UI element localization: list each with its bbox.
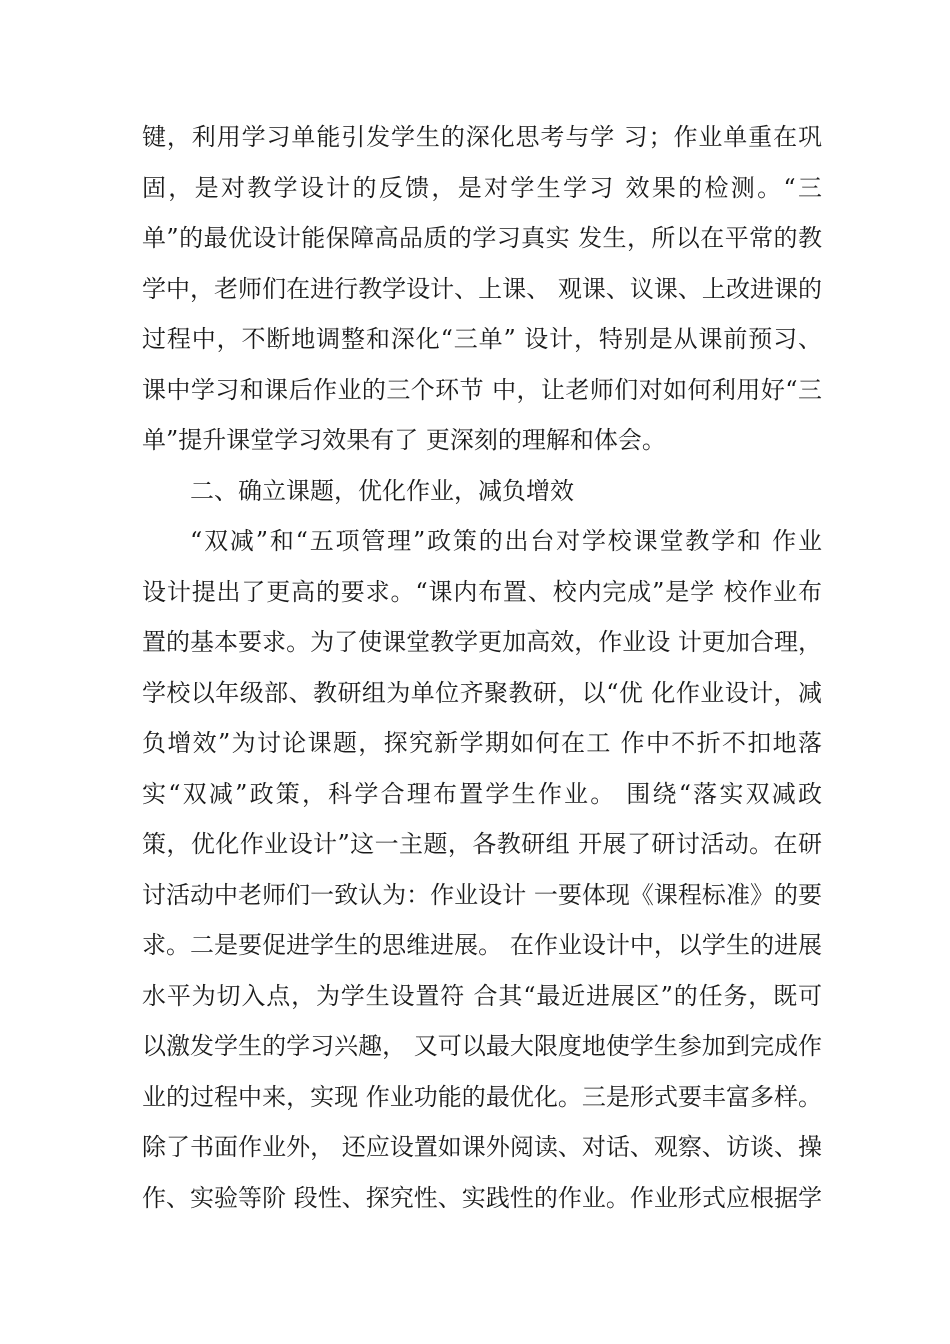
text-line-3: 单”的最优设计能保障高品质的学习真实 发生，所以在平常的教 <box>142 224 822 252</box>
text-line-11: 置的基本要求。为了使课堂教学更加高效，作业设 计更加合理， <box>142 628 822 656</box>
text-line-10: 设计提出了更高的要求。“课内布置、校内完成”是学 校作业布 <box>142 577 822 606</box>
text-line-21: 除了书面作业外， 还应设置如课外阅读、对话、观察、访谈、操 <box>142 1133 822 1161</box>
text-line-4: 学中，老师们在进行教学设计、上课、 观课、议课、上改进课的 <box>142 274 822 303</box>
text-line-18: 水平为切入点，为学生设置符 合其“最近进展区”的任务，既可 <box>142 981 822 1010</box>
text-line-14: 实“双减”政策，科学合理布置学生作业。 围绕“落实双减政 <box>142 779 822 808</box>
text-line-19: 以激发学生的学习兴趣， 又可以最大限度地使学生参加到完成作 <box>142 1032 822 1060</box>
text-line-20: 业的过程中来，实现 作业功能的最优化。三是形式要丰富多样。 <box>142 1082 822 1111</box>
text-line-17: 求。二是要促进学生的思维进展。 在作业设计中，以学生的进展 <box>142 931 822 959</box>
text-line-16: 讨活动中老师们一致认为：作业设计 一要体现《课程标准》的要 <box>142 880 822 909</box>
section-heading: 二、确立课题，优化作业，减负增效 <box>190 476 574 505</box>
text-line-12: 学校以年级部、教研组为单位齐聚教研，以“优 化作业设计，减 <box>142 678 822 707</box>
text-line-13: 负增效”为讨论课题，探究新学期如何在工 作中不折不扣地落 <box>142 729 822 757</box>
text-line-7: 单”提升课堂学习效果有了 更深刻的理解和体会。 <box>142 426 666 454</box>
text-line-2: 固，是对教学设计的反馈，是对学生学习 效果的检测。“三 <box>142 173 822 202</box>
text-line-22: 作、实验等阶 段性、探究性、实践性的作业。作业形式应根据学 <box>142 1183 822 1212</box>
body-text <box>142 112 822 1223</box>
text-line-15: 策，优化作业设计”这一主题，各教研组 开展了研讨活动。在研 <box>142 830 822 858</box>
text-line-5: 过程中，不断地调整和深化“三单” 设计，特别是从课前预习、 <box>142 325 822 353</box>
text-line-1: 键，利用学习单能引发学生的深化思考与学 习；作业单重在巩 <box>142 123 822 151</box>
text-line-6: 课中学习和课后作业的三个环节 中，让老师们对如何利用好“三 <box>142 375 822 404</box>
text-line-9: “双减”和“五项管理”政策的出台对学校课堂教学和 作业 <box>190 527 822 555</box>
